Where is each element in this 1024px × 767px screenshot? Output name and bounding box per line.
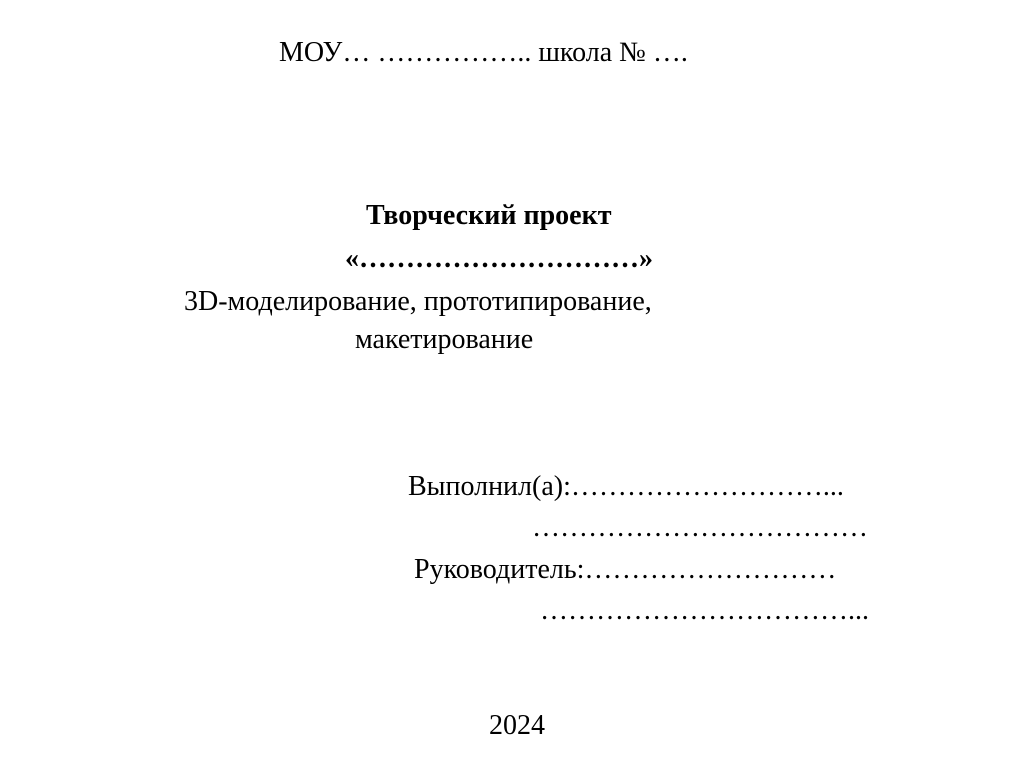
project-subtitle-line1: 3D-моделирование, прототипирование,: [184, 286, 652, 317]
performed-by-field: Выполнил(а):………………………...: [408, 471, 844, 502]
supervisor-field: Руководитель:………………………: [414, 554, 837, 585]
project-title: Творческий проект: [366, 200, 612, 231]
year: 2024: [489, 710, 545, 741]
performed-by-continuation: ………………………………: [532, 512, 868, 543]
project-name: «…………………………»: [345, 243, 653, 274]
school-header: МОУ… …………….. школа № ….: [279, 37, 688, 68]
supervisor-continuation: ……………………………...: [540, 595, 869, 626]
project-subtitle-line2: макетирование: [355, 324, 534, 355]
